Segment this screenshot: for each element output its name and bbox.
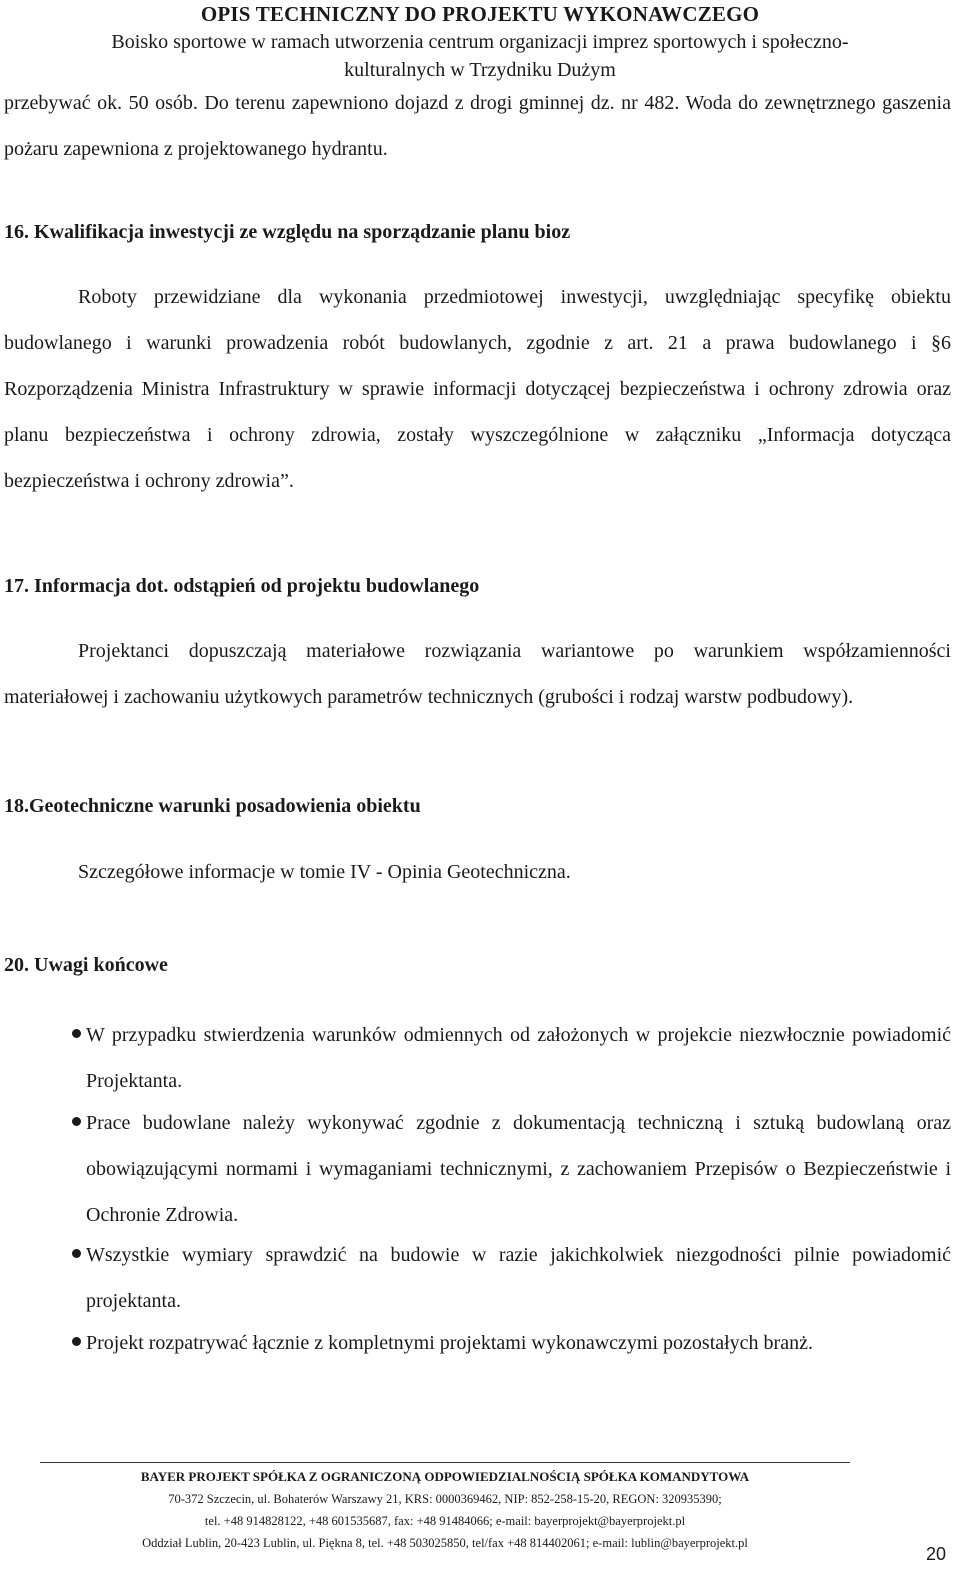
- footer-company: BAYER PROJEKT SPÓŁKA Z OGRANICZONĄ ODPOWIEDZIALNOŚCIĄ SPÓŁKA KOMANDYTOWA: [140, 1469, 750, 1484]
- list-item: [0, 1012, 951, 1104]
- list-item: [0, 1320, 951, 1366]
- section-17-heading: 17. Informacja dot. odstąpień od projektu budowlanego: [4, 575, 480, 597]
- section-17-text: Projektanci dopuszczają materiałowe rozwiązania wariantowe po warunkiem współzamienności materiałowej i zachowaniu użytkowych parametrów technicznych (grubości i rodzaj warstw podbudowy).: [4, 640, 951, 708]
- footer-branch: Oddział Lublin, 20-423 Lublin, ul. Piękna 8, tel. +48 503025850, tel/fax +48 814402061; e-mail: lublin@bayerprojekt.pl: [142, 1536, 748, 1550]
- page-number: 20: [925, 1544, 946, 1564]
- section-18-heading: 18.Geotechniczne warunki posadowienia obiektu: [4, 795, 421, 817]
- footer-contact: tel. +48 914828122, +48 601535687, fax: +48 91484066; e-mail: bayerprojekt@bayerprojekt.pl: [204, 1514, 686, 1528]
- bullet-icon: [72, 1249, 81, 1258]
- document-footer: [0, 1466, 890, 1554]
- section-18-text: Szczegółowe informacje w tomie IV - Opinia Geotechniczna.: [78, 861, 571, 883]
- bullet-icon: [72, 1117, 81, 1126]
- list-item-text: W przypadku stwierdzenia warunków odmiennych od założonych w projekcie niezwłocznie powiadomić Projektanta.: [86, 1024, 951, 1092]
- list-item-text: Prace budowlane należy wykonywać zgodnie z dokumentacją techniczną i sztuką budowlaną oraz obowiązującymi normami i wymaganiami technicznymi, z zachowaniem Przepisów o Bezpieczeństwie i Ochronie Zdrowia.: [86, 1112, 951, 1226]
- document-subtitle-line1: Boisko sportowe w ramach utworzenia centrum organizacji imprez sportowych i społeczno-: [111, 31, 849, 53]
- footer-address: 70-372 Szczecin, ul. Bohaterów Warszawy 21, KRS: 0000369462, NIP: 852-258-15-20, REGON: 320935390;: [168, 1492, 722, 1506]
- section-16-heading: 16. Kwalifikacja inwestycji ze względu na sporządzanie planu bioz: [4, 221, 571, 243]
- bullet-icon: [72, 1337, 81, 1346]
- document-subtitle-line2: kulturalnych w Trzydniku Dużym: [344, 59, 616, 81]
- document-header: [0, 0, 960, 84]
- list-item: [0, 1232, 951, 1324]
- list-item-text: Wszystkie wymiary sprawdzić na budowie w razie jakichkolwiek niezgodności pilnie powiadomić projektanta.: [86, 1244, 951, 1312]
- document-title: OPIS TECHNICZNY DO PROJEKTU WYKONAWCZEGO: [200, 2, 760, 26]
- intro-paragraph: przebywać ok. 50 osób. Do terenu zapewniono dojazd z drogi gminnej dz. nr 482. Woda do zewnętrznego gaszenia pożaru zapewniona z projektowanego hydrantu.: [4, 92, 951, 160]
- section-16-text: Roboty przewidziane dla wykonania przedmiotowej inwestycji, uwzględniając specyfikę obiektu budowlanego i warunki prowadzenia robót budowlanych, zgodnie z art. 21 a prawa budowlanego i §6 Rozporządzenia Ministra Infrastruktury w sprawie informacji dotyczącej bezpieczeństwa i ochrony zdrowia oraz planu bezpieczeństwa i ochrony zdrowia, zostały wyszczególnione w załączniku „Informacja dotycząca bezpieczeństwa i ochrony zdrowia”.: [4, 286, 951, 492]
- section-20-heading: 20. Uwagi końcowe: [4, 954, 168, 976]
- bullet-icon: [72, 1029, 81, 1038]
- footer-divider: [40, 1462, 850, 1463]
- list-item-text: Projekt rozpatrywać łącznie z kompletnymi projektami wykonawczymi pozostałych branż.: [86, 1332, 813, 1354]
- list-item: [0, 1100, 951, 1238]
